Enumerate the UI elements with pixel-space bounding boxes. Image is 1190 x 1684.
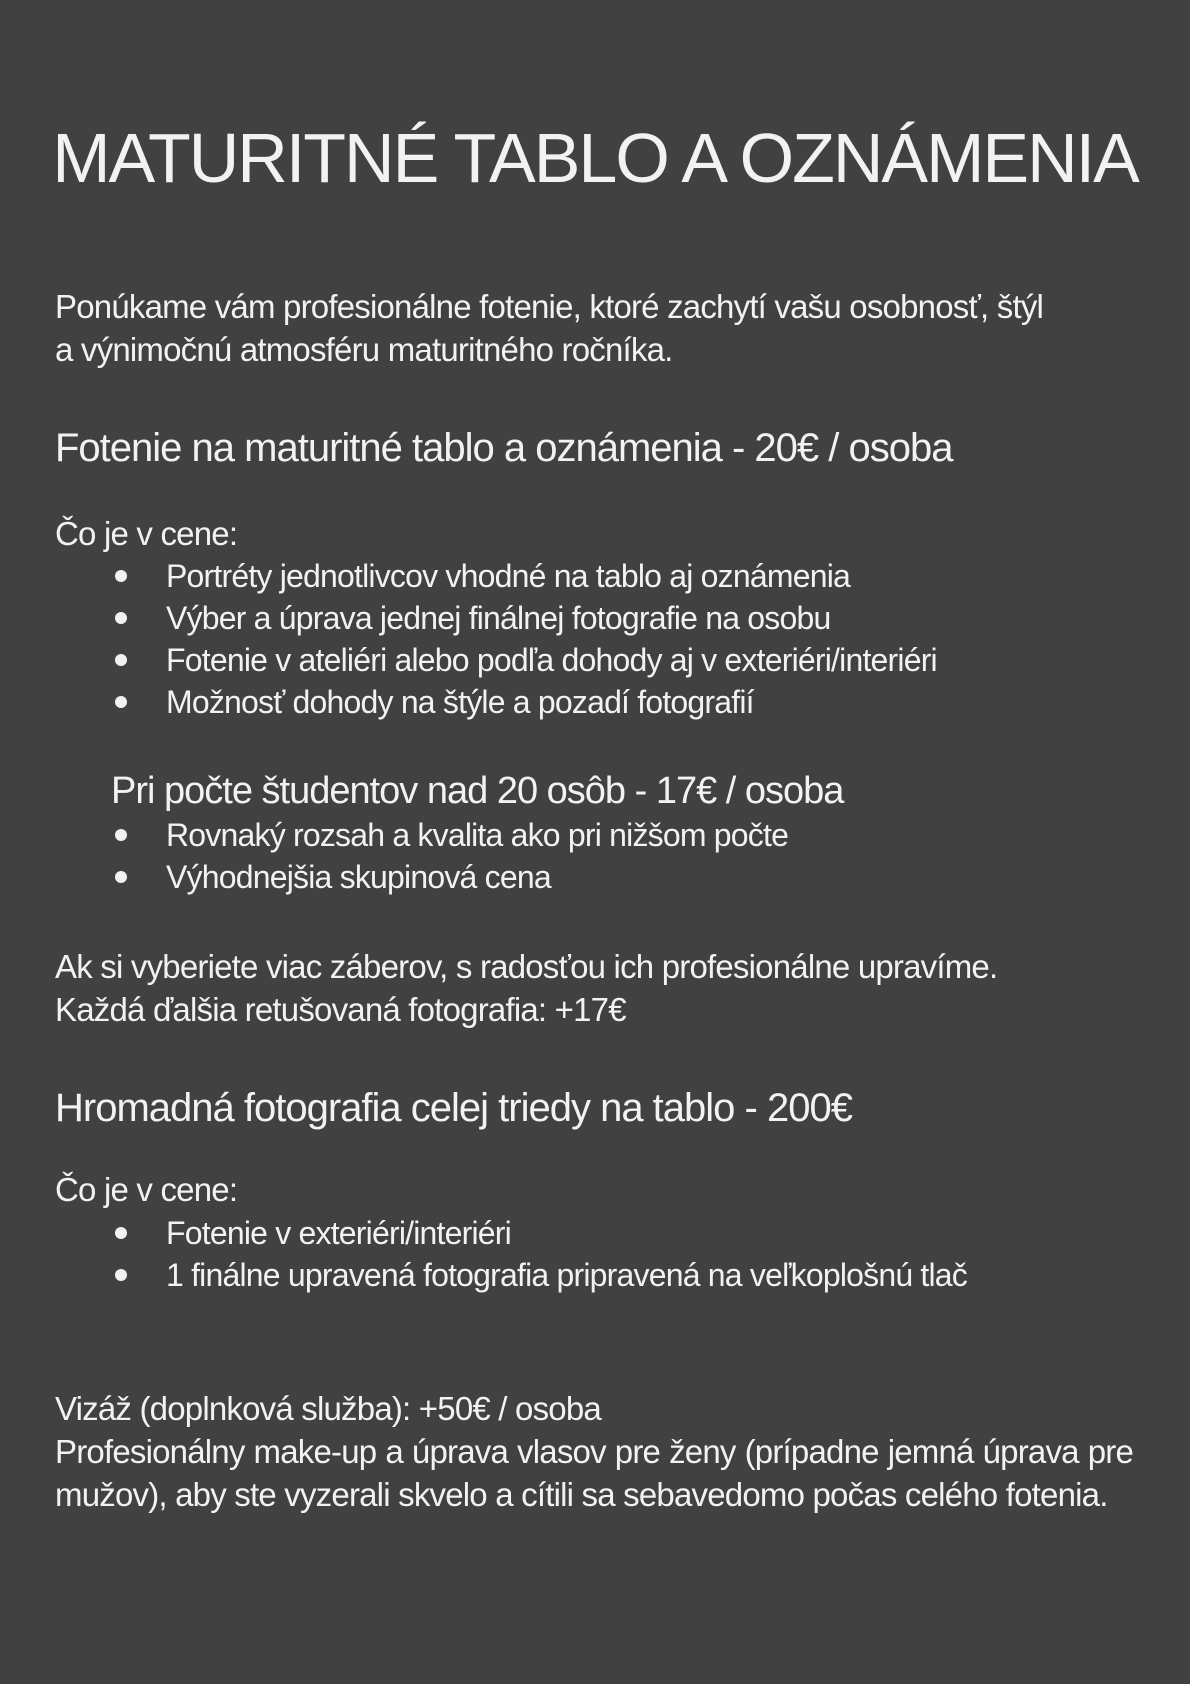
list-item: [110, 856, 788, 898]
bullet-icon: [115, 612, 127, 624]
list-item: [110, 597, 937, 639]
bullet-icon: [115, 654, 127, 666]
class-photo-list: [110, 1212, 967, 1296]
list-item-text: Fotenie v exteriéri/interiéri: [166, 1215, 511, 1251]
group-price-list: [110, 814, 788, 898]
bullet-icon: [115, 829, 127, 841]
bullet-icon: [115, 871, 127, 883]
makeup-section: [55, 1387, 1133, 1516]
list-item: [110, 814, 788, 856]
list-item: [110, 555, 937, 597]
list-item-text: Fotenie v ateliéri alebo podľa dohody aj v exteriéri/interiéri: [166, 642, 937, 678]
extra-retouch-note: [55, 945, 1133, 1031]
class-photo-heading: Hromadná fotografia celej triedy na tablo - 200€: [55, 1086, 852, 1130]
intro-paragraph: [55, 285, 1133, 371]
bullet-icon: [115, 1269, 127, 1281]
page-title: MATURITNÉ TABLO A OZNÁMENIA: [52, 119, 1138, 197]
list-item: [110, 639, 937, 681]
group-price-heading: Pri počte študentov nad 20 osôb - 17€ / osoba: [111, 770, 844, 812]
list-item: [110, 1254, 967, 1296]
included-list: [110, 555, 937, 723]
individual-photo-heading: Fotenie na maturitné tablo a oznámenia - 20€ / osoba: [55, 426, 953, 470]
list-item-text: Výhodnejšia skupinová cena: [166, 859, 551, 895]
bullet-icon: [115, 570, 127, 582]
extra-line: Každá ďalšia retušovaná fotografia: +17€: [55, 991, 626, 1028]
intro-line: a výnimočnú atmosféru maturitného ročníka.: [55, 331, 673, 368]
included-label: Čo je v cene:: [55, 515, 238, 552]
list-item-text: Možnosť dohody na štýle a pozadí fotografií: [166, 684, 754, 720]
list-item-text: Portréty jednotlivcov vhodné na tablo aj oznámenia: [166, 558, 851, 594]
list-item: [110, 1212, 967, 1254]
list-item-text: 1 finálne upravená fotografia pripravená na veľkoplošnú tlač: [166, 1257, 968, 1293]
list-item-text: Rovnaký rozsah a kvalita ako pri nižšom počte: [166, 817, 789, 853]
makeup-heading: Vizáž (doplnková služba): +50€ / osoba: [55, 1390, 601, 1427]
included-label: Čo je v cene:: [55, 1171, 238, 1208]
extra-line: Ak si vyberiete viac záberov, s radosťou ich profesionálne upravíme.: [55, 948, 998, 985]
makeup-description: Profesionálny make-up a úprava vlasov pre ženy (prípadne jemná úprava pre mužov), aby ste vyzerali skvelo a cítili sa sebavedomo počas celého fotenia.: [55, 1433, 1133, 1513]
list-item-text: Výber a úprava jednej finálnej fotografie na osobu: [166, 600, 831, 636]
bullet-icon: [115, 1227, 127, 1239]
intro-line: Ponúkame vám profesionálne fotenie, ktoré zachytí vašu osobnosť, štýl: [55, 288, 1044, 325]
bullet-icon: [115, 696, 127, 708]
list-item: [110, 681, 937, 723]
